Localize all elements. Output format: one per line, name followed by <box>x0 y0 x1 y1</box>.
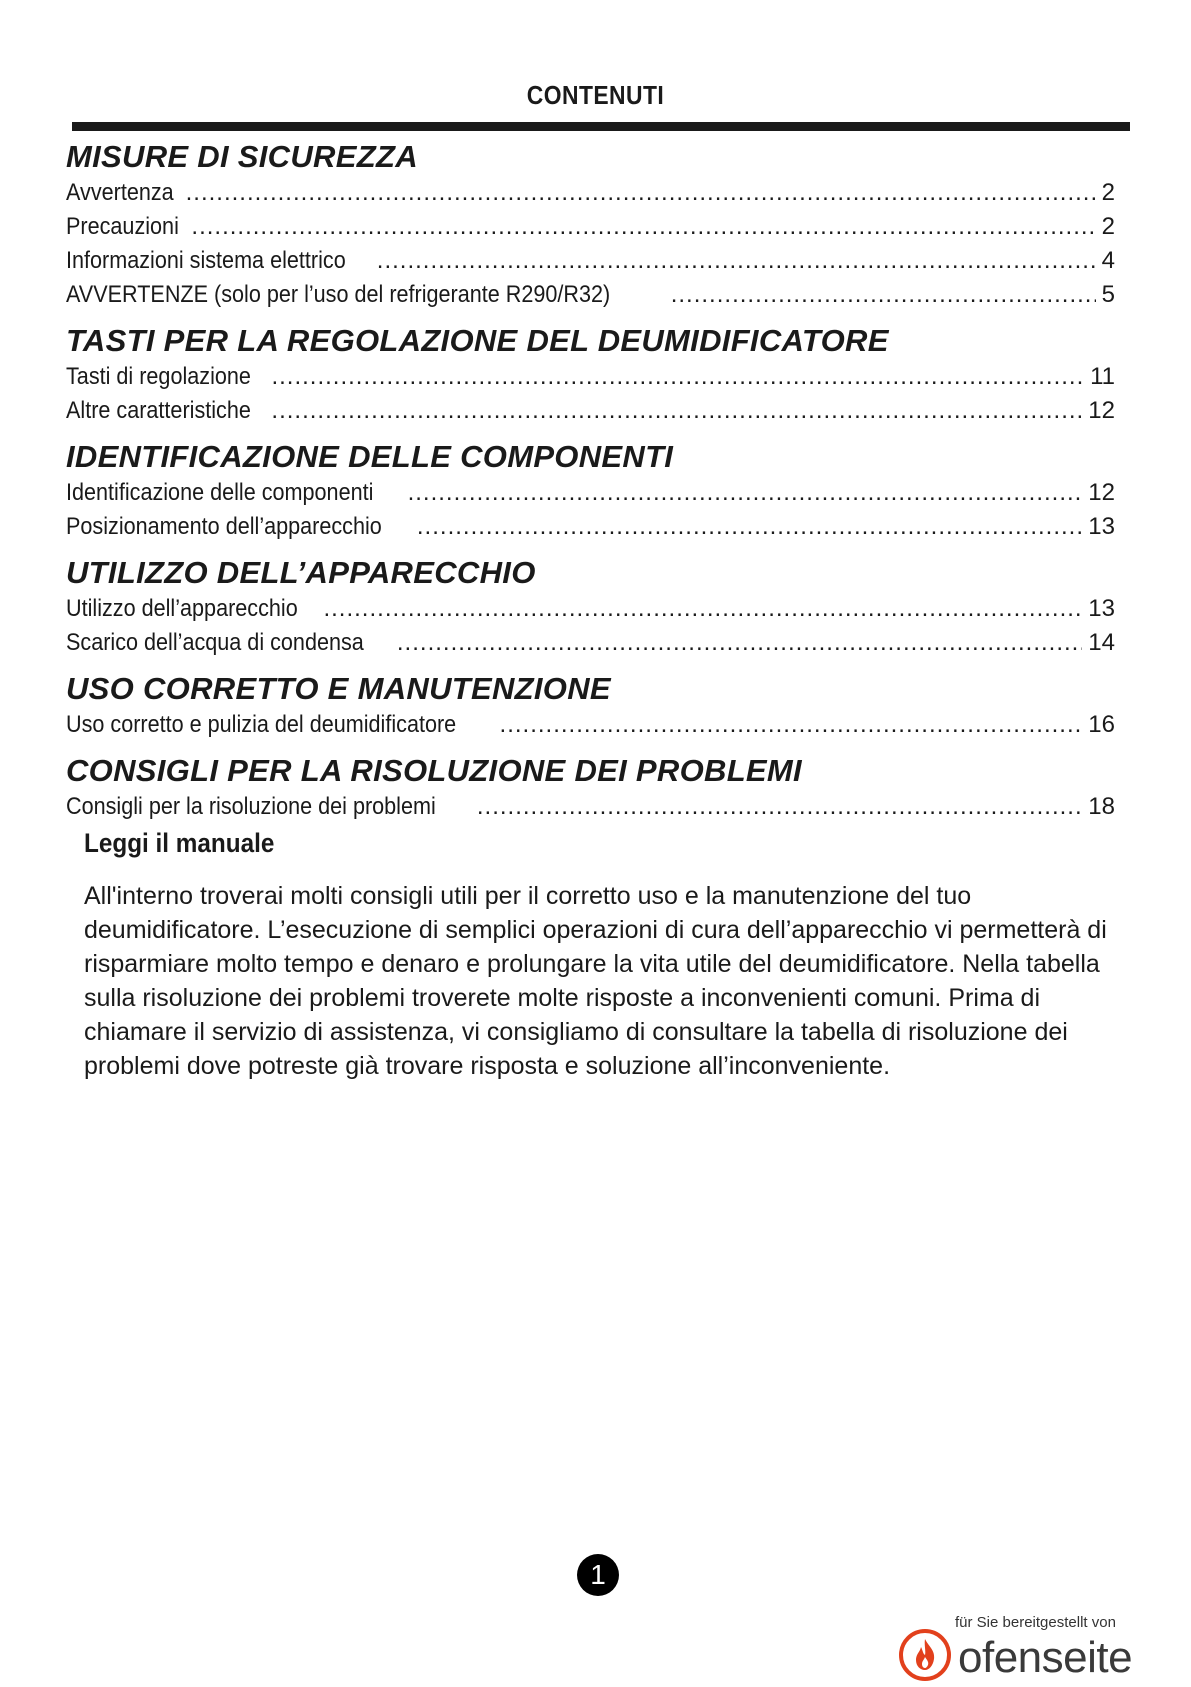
section-heading: UTILIZZO DELL’APPARECCHIO <box>66 555 536 590</box>
toc-section <box>66 752 1115 824</box>
toc-entry[interactable] <box>66 394 1115 428</box>
manual-heading: Leggi il manuale <box>84 828 275 858</box>
manual-body: All'interno troverai molti consigli utili per il corretto uso e la manutenzione del tuo deumidificatore. L’esecuzione di semplici operazioni di cura dell’apparecchio vi permetterà di risparmiare molto tempo e denaro e prolungare la vita utile del deumidificatore. Nella tabella sulla risoluzione dei problemi troverete molte risposte a inconvenienti comuni. Prima di chiamare il servizio di assistenza, vi consigliamo di consultare la tabella di risoluzione dei problemi dove potreste già trovare risposta e soluzione all’inconveniente. <box>84 882 1107 1080</box>
dot-leader <box>477 790 1082 824</box>
table-of-contents <box>66 138 1115 834</box>
toc-entry[interactable] <box>66 510 1115 544</box>
dot-leader <box>186 176 1096 210</box>
section-heading: CONSIGLI PER LA RISOLUZIONE DEI PROBLEMI <box>66 753 802 788</box>
toc-entry[interactable] <box>66 360 1115 394</box>
page-title: CONTENUTI <box>526 80 665 110</box>
toc-section <box>66 670 1115 742</box>
toc-entry-page: 13 <box>1088 595 1115 622</box>
dot-leader <box>191 210 1095 244</box>
dot-leader <box>397 626 1082 660</box>
dot-leader <box>271 360 1084 394</box>
toc-entry-page: 12 <box>1088 479 1115 506</box>
brand-logo[interactable] <box>898 1628 1132 1687</box>
toc-entry[interactable] <box>66 592 1115 626</box>
toc-entry-label: Utilizzo dell’apparecchio <box>66 595 298 622</box>
toc-entry-label: AVVERTENZE (solo per l’uso del refrigerante R290/R32) <box>66 281 611 308</box>
toc-entry-label: Scarico dell’acqua di condensa <box>66 629 364 656</box>
toc-entry-label: Precauzioni <box>66 213 179 240</box>
toc-entry-page: 12 <box>1088 397 1115 424</box>
toc-entry-label: Posizionamento dell’apparecchio <box>66 513 382 540</box>
toc-entry-label: Informazioni sistema elettrico <box>66 247 346 274</box>
toc-entry-page: 13 <box>1088 513 1115 540</box>
toc-entry[interactable] <box>66 790 1115 824</box>
toc-section <box>66 554 1115 660</box>
dot-leader <box>417 510 1082 544</box>
toc-entry-label: Tasti di regolazione <box>66 363 251 390</box>
toc-entry-page: 2 <box>1101 179 1115 206</box>
title-rule <box>72 122 1130 131</box>
toc-entry-label: Uso corretto e pulizia del deumidificatore <box>66 711 457 738</box>
dot-leader <box>271 394 1082 428</box>
section-heading: IDENTIFICAZIONE DELLE COMPONENTI <box>66 439 674 474</box>
section-heading: TASTI PER LA REGOLAZIONE DEL DEUMIDIFICATORE <box>66 323 889 358</box>
toc-entry[interactable] <box>66 476 1115 510</box>
toc-section <box>66 438 1115 544</box>
dot-leader <box>671 278 1096 312</box>
toc-entry[interactable] <box>66 626 1115 660</box>
toc-entry[interactable] <box>66 708 1115 742</box>
page-number-badge: 1 <box>577 1554 619 1596</box>
toc-entry[interactable] <box>66 244 1115 278</box>
toc-entry[interactable] <box>66 210 1115 244</box>
toc-entry-page: 14 <box>1088 629 1115 656</box>
flame-icon <box>898 1628 952 1687</box>
toc-entry-page: 2 <box>1101 213 1115 240</box>
toc-entry-page: 5 <box>1101 281 1115 308</box>
toc-entry[interactable] <box>66 278 1115 312</box>
section-heading: MISURE DI SICUREZZA <box>66 139 418 174</box>
manual-notice <box>84 828 1124 1083</box>
dot-leader <box>408 476 1083 510</box>
toc-entry-page: 11 <box>1090 363 1115 390</box>
brand-name: ofenseite <box>958 1632 1133 1682</box>
section-heading: USO CORRETTO E MANUTENZIONE <box>66 671 611 706</box>
toc-entry-label: Avvertenza <box>66 179 174 206</box>
toc-entry-label: Altre caratteristiche <box>66 397 251 424</box>
toc-entry-page: 16 <box>1088 711 1115 738</box>
toc-entry-label: Identificazione delle componenti <box>66 479 374 506</box>
footer-credit: für Sie bereitgestellt von <box>955 1614 1116 1631</box>
dot-leader <box>323 592 1082 626</box>
dot-leader <box>500 708 1083 742</box>
dot-leader <box>377 244 1096 278</box>
toc-entry[interactable] <box>66 176 1115 210</box>
toc-section <box>66 322 1115 428</box>
toc-section <box>66 138 1115 312</box>
toc-entry-page: 18 <box>1088 793 1115 820</box>
toc-entry-label: Consigli per la risoluzione dei problemi <box>66 793 436 820</box>
toc-entry-page: 4 <box>1101 247 1115 274</box>
